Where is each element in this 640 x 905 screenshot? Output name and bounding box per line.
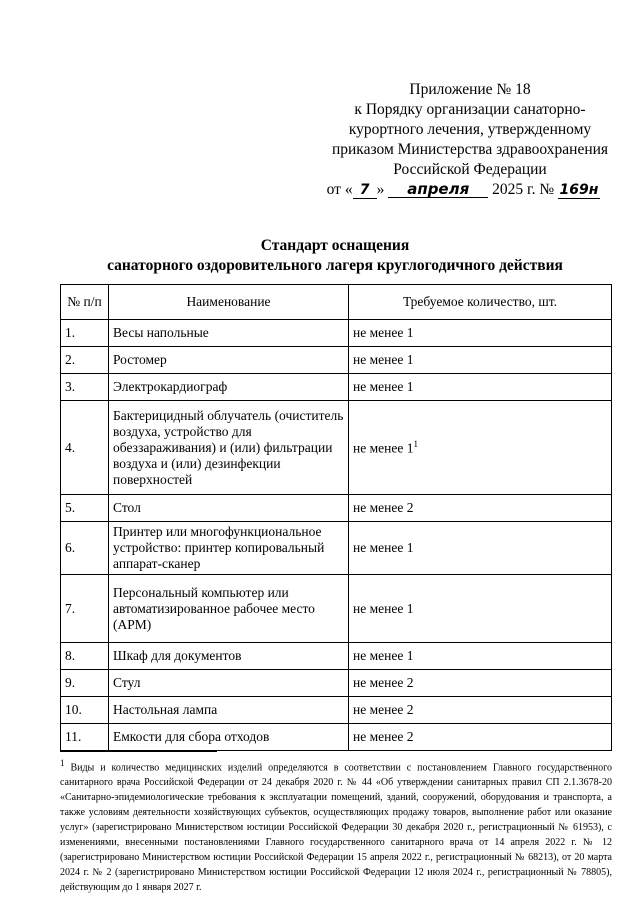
table-row xyxy=(61,495,612,522)
table-row xyxy=(61,374,612,401)
header-quantity: Требуемое количество, шт. xyxy=(349,285,612,320)
row-name: Электрокардиограф xyxy=(109,374,349,401)
row-name: Настольная лампа xyxy=(109,697,349,724)
row-quantity xyxy=(349,670,612,697)
row-number: 6. xyxy=(61,522,109,575)
row-number: 7. xyxy=(61,575,109,643)
row-number: 3. xyxy=(61,374,109,401)
table-row xyxy=(61,347,612,374)
quantity-text: не менее 1 xyxy=(353,648,414,663)
title-line-1: Стандарт оснащения xyxy=(260,237,410,254)
row-name: Стул xyxy=(109,670,349,697)
row-quantity xyxy=(349,347,612,374)
row-number: 8. xyxy=(61,643,109,670)
quantity-text: не менее 2 xyxy=(353,729,414,744)
row-number: 10. xyxy=(61,697,109,724)
footnote-ref: 1 xyxy=(413,438,418,449)
row-quantity xyxy=(349,697,612,724)
row-name: Весы напольные xyxy=(109,320,349,347)
annex-line: к Порядку организации санаторно- xyxy=(354,101,586,118)
order-year: 2025 г. № xyxy=(492,181,555,198)
order-date-line xyxy=(320,180,620,200)
row-number: 2. xyxy=(61,347,109,374)
row-quantity xyxy=(349,522,612,575)
table-header-row xyxy=(61,285,612,320)
row-quantity xyxy=(349,643,612,670)
footnote-text: Виды и количество медицинских изделий определяются в соответствии с постановлением Главного государственного санитарного врача Российской Федерации от 24 декабря 2020 г. № 44 «Об утверждении санитарных правил СП 2.1.3678-20 «Санитарно-эпидемиологические требования к эксплуатации помещений, зданий, сооружений, оборудования и транспорта, а также условиям деятельности хозяйствующих субъектов, осуществляющих продажу товаров, выполнение работ или оказание услуг» (зарегистрировано Министерством юстиции Российской Федерации 30 декабря 2020 г., регистрационный № 61953), с изменениями, внесенными постановлениями Главного государственного санитарного врача от 14 апреля 2022 г. № 12 (зарегистрировано Министерством юстиции Российской Федерации 15 апреля 2022 г., регистрационный № 68213), от 20 марта 2024 г. № 2 (зарегистрировано Министерством юстиции Российской Федерации 12 июля 2024 г., регистрационный № 78805), действующим до 1 января 2027 г. xyxy=(60,762,613,894)
row-name: Емкости для сбора отходов xyxy=(109,724,349,751)
annex-header xyxy=(320,80,620,200)
order-mid: » xyxy=(376,181,385,198)
quantity-text: не менее 1 xyxy=(353,540,414,555)
row-name: Шкаф для документов xyxy=(109,643,349,670)
table-row xyxy=(61,643,612,670)
row-name: Персональный компьютер или автоматизированное рабочее место (АРМ) xyxy=(109,575,349,643)
row-quantity xyxy=(349,495,612,522)
quantity-text: не менее 2 xyxy=(353,500,414,515)
header-number: № п/п xyxy=(61,285,109,320)
annex-line: приказом Министерства здравоохранения xyxy=(331,141,609,158)
row-quantity xyxy=(349,401,612,495)
row-number: 9. xyxy=(61,670,109,697)
quantity-text: не менее 1 xyxy=(353,325,414,340)
annex-line: Российской Федерации xyxy=(393,161,547,178)
row-number: 4. xyxy=(61,401,109,495)
equipment-table xyxy=(60,284,612,751)
row-number: 5. xyxy=(61,495,109,522)
title-line-2: санаторного оздоровительного лагеря круглогодичного действия xyxy=(107,257,563,274)
order-day: 7 xyxy=(353,182,377,199)
footnote-divider xyxy=(60,751,217,752)
table-row xyxy=(61,522,612,575)
row-quantity xyxy=(349,724,612,751)
quantity-text: не менее 2 xyxy=(353,675,414,690)
footnote-mark: 1 xyxy=(60,758,65,768)
table-row xyxy=(61,575,612,643)
row-quantity xyxy=(349,575,612,643)
table-row xyxy=(61,724,612,751)
row-name: Стол xyxy=(109,495,349,522)
table-row xyxy=(61,320,612,347)
order-month: апреля xyxy=(388,181,488,198)
order-prefix: от « xyxy=(326,181,353,198)
row-number: 11. xyxy=(61,724,109,751)
quantity-text: не менее 1 xyxy=(353,379,414,394)
table-row xyxy=(61,401,612,495)
document-title xyxy=(60,236,610,276)
order-number: 169н xyxy=(559,182,599,198)
row-name: Бактерицидный облучатель (очиститель воздуха, устройство для обеззараживания) и (или) фильтрации воздуха и (или) дезинфекции поверхностей xyxy=(109,401,349,495)
header-name: Наименование xyxy=(109,285,349,320)
annex-line: курортного лечения, утвержденному xyxy=(348,121,592,138)
row-quantity xyxy=(349,320,612,347)
footnote xyxy=(60,756,612,895)
row-number: 1. xyxy=(61,320,109,347)
annex-line: Приложение № 18 xyxy=(409,81,531,98)
quantity-text: не менее 2 xyxy=(353,702,414,717)
row-name: Ростомер xyxy=(109,347,349,374)
row-name: Принтер или многофункциональное устройство: принтер копировальный аппарат-сканер xyxy=(109,522,349,575)
quantity-text: не менее 1 xyxy=(353,600,414,616)
table-row xyxy=(61,697,612,724)
table-row xyxy=(61,670,612,697)
quantity-text: не менее 1 xyxy=(353,440,414,456)
quantity-text: не менее 1 xyxy=(353,352,414,367)
row-quantity xyxy=(349,374,612,401)
